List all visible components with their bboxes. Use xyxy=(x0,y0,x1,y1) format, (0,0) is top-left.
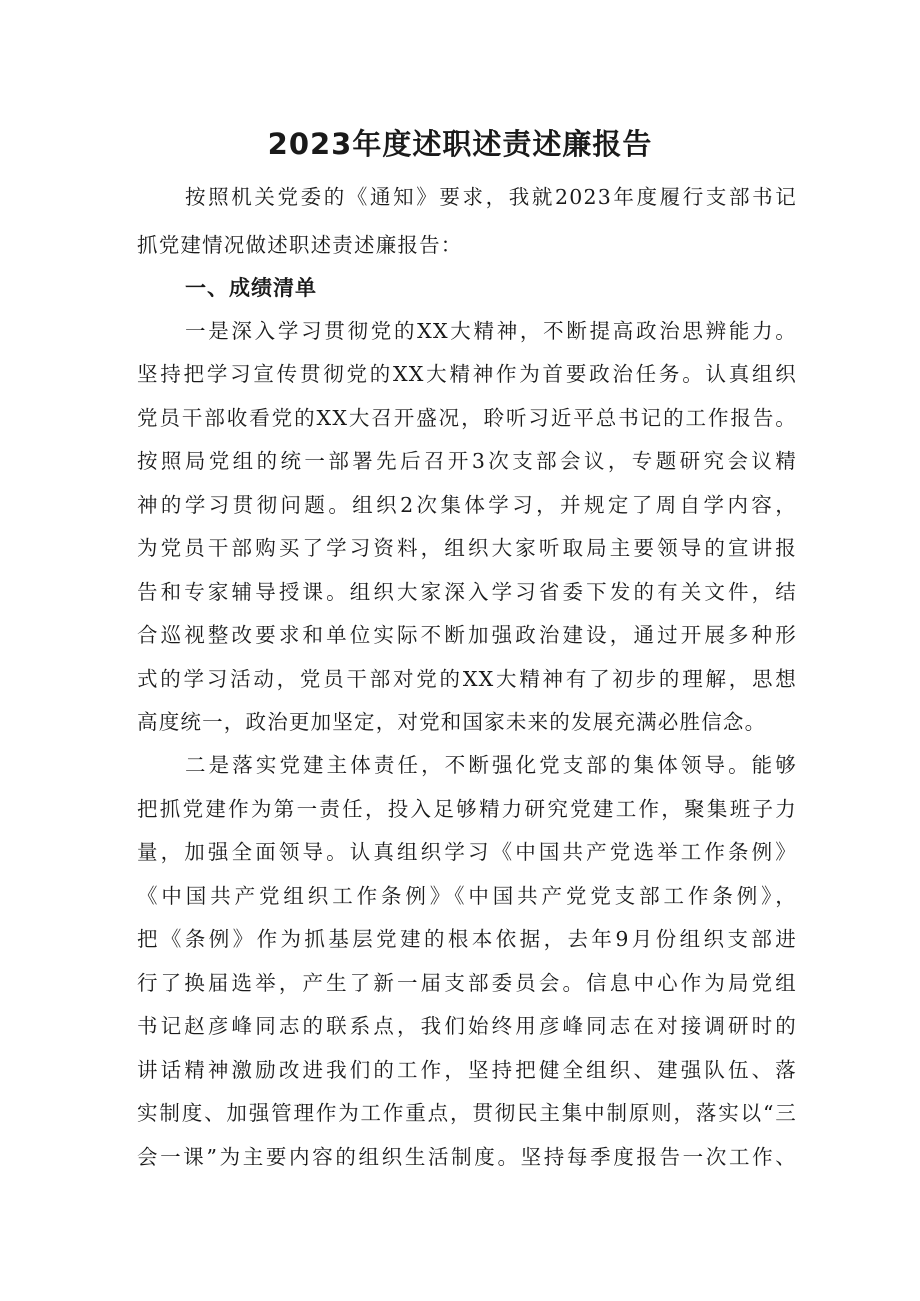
section-heading-achievements: 一、成绩清单 xyxy=(185,276,317,300)
para1-line-7: 告和专家辅导授课。组织大家深入学习省委下发的有关文件，结 xyxy=(137,580,797,604)
para1-line-3: 党员干部收看党的XX大召开盛况，聆听习近平总书记的工作报告。 xyxy=(137,406,797,430)
para2-line-8: 讲话精神激励改进我们的工作，坚持把健全组织、建强队伍、落 xyxy=(137,1058,797,1082)
para1-line-2: 坚持把学习宣传贯彻党的XX大精神作为首要政治任务。认真组织 xyxy=(137,362,797,386)
para2-line-10: 会一课”为主要内容的组织生活制度。坚持每季度报告一次工作、 xyxy=(137,1145,797,1169)
para1-line-1: 一是深入学习贯彻党的XX大精神，不断提高政治思辨能力。 xyxy=(185,319,797,343)
para2-line-2: 把抓党建作为第一责任，投入足够精力研究党建工作，聚集班子力 xyxy=(137,797,797,821)
para1-line-9: 式的学习活动，党员干部对党的XX大精神有了初步的理解，思想 xyxy=(137,667,797,691)
para1-line-4: 按照局党组的统一部署先后召开3次支部会议，专题研究会议精 xyxy=(137,449,797,473)
para1-line-5: 神的学习贯彻问题。组织2次集体学习，并规定了周自学内容， xyxy=(137,493,797,517)
para2-line-3: 量，加强全面领导。认真组织学习《中国共产党选举工作条例》 xyxy=(137,840,797,864)
para1-line-10: 高度统一，政治更加坚定，对党和国家未来的发展充满必胜信念。 xyxy=(137,710,767,734)
para2-line-7: 书记赵彦峰同志的联系点，我们始终用彦峰同志在对接调研时的 xyxy=(137,1014,797,1038)
para1-line-6: 为党员干部购买了学习资料，组织大家听取局主要领导的宣讲报 xyxy=(137,536,797,560)
para2-line-6: 行了换届选举，产生了新一届支部委员会。信息中心作为局党组 xyxy=(137,971,797,995)
intro-line-2: 抓党建情况做述职述责述廉报告： xyxy=(137,233,463,257)
intro-line-1: 按照机关党委的《通知》要求，我就2023年度履行支部书记 xyxy=(185,185,797,209)
para2-line-1: 二是落实党建主体责任，不断强化党支部的集体领导。能够 xyxy=(185,753,797,777)
para2-line-5: 把《条例》作为抓基层党建的根本依据，去年9月份组织支部进 xyxy=(137,927,797,951)
para2-line-4: 《中国共产党组织工作条例》《中国共产党党支部工作条例》， xyxy=(137,884,797,908)
para2-line-9: 实制度、加强管理作为工作重点，贯彻民主集中制原则，落实以“三 xyxy=(137,1101,797,1125)
para1-line-8: 合巡视整改要求和单位实际不断加强政治建设，通过开展多种形 xyxy=(137,623,797,647)
document-title: 2023年度述职述责述廉报告 xyxy=(267,127,653,161)
